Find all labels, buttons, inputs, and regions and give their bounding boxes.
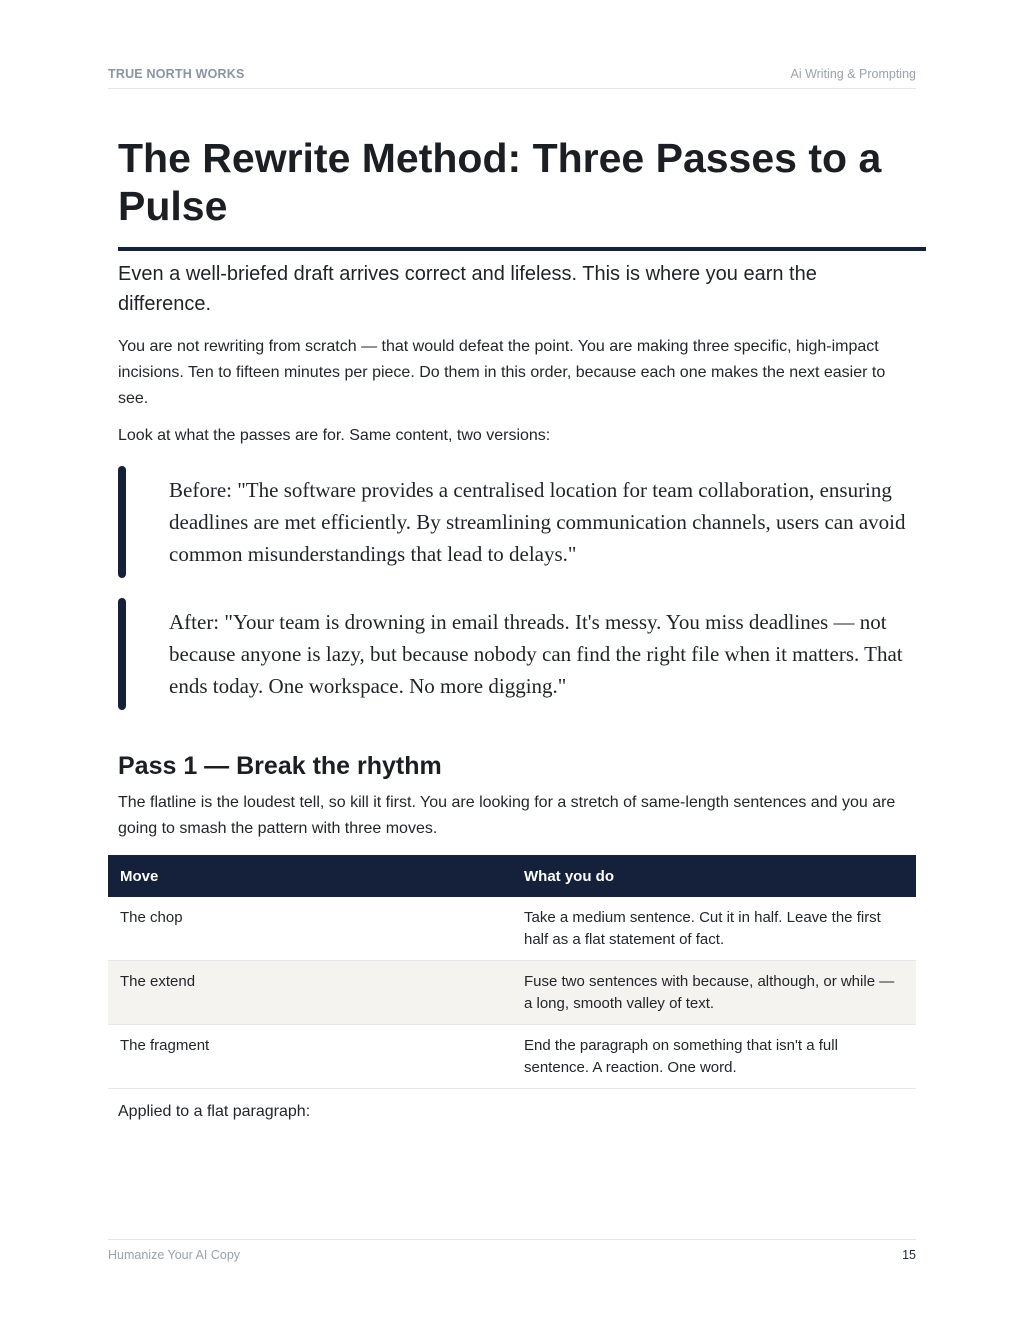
column-header-what-you-do: What you do bbox=[512, 855, 916, 897]
table-header-row bbox=[108, 855, 916, 897]
page-footer bbox=[108, 1239, 916, 1268]
title-divider bbox=[118, 247, 926, 251]
description-cell: End the paragraph on something that isn't a full sentence. A reaction. One word. bbox=[512, 1025, 916, 1089]
compare-intro: Look at what the passes are for. Same content, two versions: bbox=[118, 427, 551, 444]
page-number: 15 bbox=[902, 1248, 916, 1262]
quote-bar bbox=[118, 466, 126, 578]
quote-bar bbox=[118, 598, 126, 710]
after-quote bbox=[118, 598, 918, 710]
table-row bbox=[108, 961, 916, 1025]
section-name: Ai Writing & Prompting bbox=[790, 67, 916, 81]
pass1-body: The flatline is the loudest tell, so kill it first. You are looking for a stretch of same-length sentences and you are going to smash the pattern with three moves. bbox=[118, 794, 896, 837]
description-cell: Fuse two sentences with because, although, or while — a long, smooth valley of text. bbox=[512, 961, 916, 1025]
move-cell: The chop bbox=[108, 897, 512, 961]
description-cell: Take a medium sentence. Cut it in half. Leave the first half as a flat statement of fact. bbox=[512, 897, 916, 961]
footer-doc-title: Humanize Your AI Copy bbox=[108, 1248, 241, 1262]
pass1-heading: Pass 1 — Break the rhythm bbox=[118, 752, 442, 780]
brand-name: TRUE NORTH WORKS bbox=[108, 67, 245, 81]
move-cell: The extend bbox=[108, 961, 512, 1025]
page-title: The Rewrite Method: Three Passes to a Pulse bbox=[118, 135, 882, 229]
moves-table bbox=[108, 855, 916, 1089]
before-quote-text: Before: "The software provides a centralised location for team collaboration, ensuring deadlines are met efficiently. By streamlining communication channels, users can avoid common misunderstandings that lead to delays." bbox=[169, 478, 906, 566]
lead-paragraph: Even a well-briefed draft arrives correct and lifeless. This is where you earn the difference. bbox=[118, 263, 817, 315]
move-cell: The fragment bbox=[108, 1025, 512, 1089]
table-row bbox=[108, 1025, 916, 1089]
after-quote-text: After: "Your team is drowning in email threads. It's messy. You miss deadlines — not because anyone is lazy, but because nobody can find the right file when it matters. That ends today. One workspace. No more digging." bbox=[169, 610, 903, 698]
intro-paragraph: You are not rewriting from scratch — that would defeat the point. You are making three specific, high-impact incisions. Ten to fifteen minutes per piece. Do them in this order, because each one makes the next easier to see. bbox=[118, 338, 886, 407]
page-header bbox=[108, 64, 916, 89]
before-quote bbox=[118, 466, 918, 578]
column-header-move: Move bbox=[108, 855, 512, 897]
applied-paragraph: Applied to a flat paragraph: bbox=[118, 1103, 311, 1120]
table-row bbox=[108, 897, 916, 961]
